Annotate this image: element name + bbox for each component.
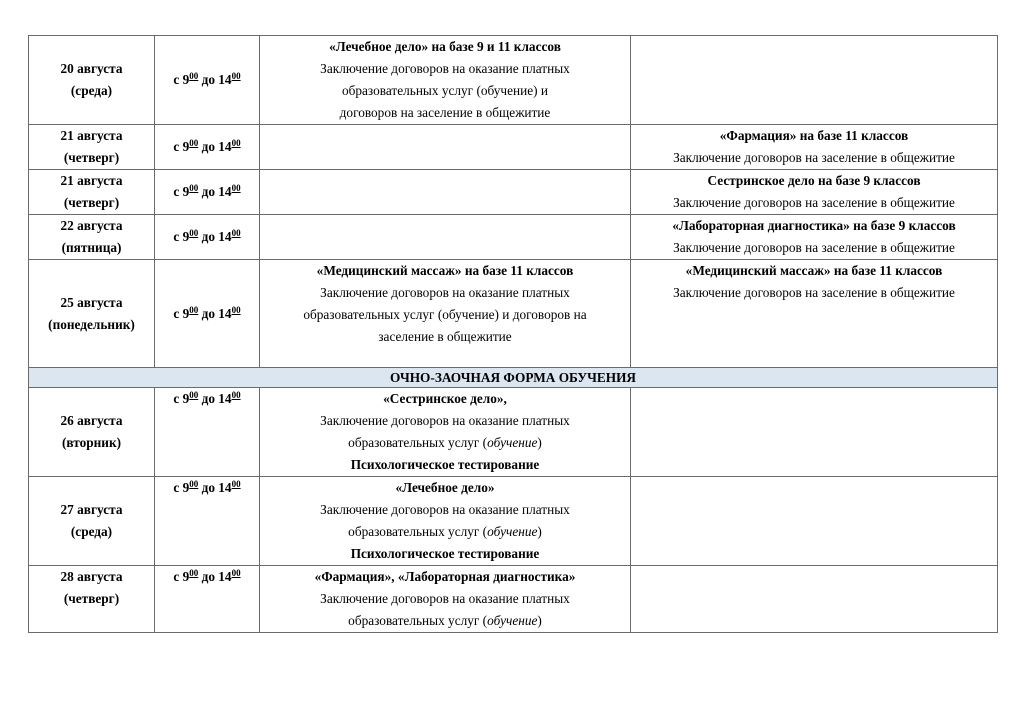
time-to-minutes: 00 bbox=[231, 138, 241, 148]
time-cell bbox=[155, 36, 260, 125]
time-cell bbox=[155, 566, 260, 633]
time-to-minutes: 00 bbox=[231, 228, 241, 238]
time-to-minutes: 00 bbox=[231, 304, 241, 315]
time-from-minutes: 00 bbox=[189, 479, 199, 489]
time-from: с 9 bbox=[173, 184, 190, 199]
table-row bbox=[29, 125, 998, 170]
weekday-label: (среда) bbox=[70, 83, 113, 98]
time-to-minutes: 00 bbox=[231, 71, 241, 81]
program-title: «Лечебное дело» bbox=[395, 480, 495, 495]
time-from-minutes: 00 bbox=[189, 71, 199, 81]
date-label: 25 августа bbox=[60, 294, 123, 310]
dormitory-cell bbox=[631, 170, 998, 215]
full-time-cell bbox=[260, 260, 631, 368]
table-row bbox=[29, 36, 998, 125]
description-line: договоров на заселение в общежитие bbox=[339, 105, 551, 120]
table-row bbox=[29, 170, 998, 215]
date-label: 21 августа bbox=[60, 128, 123, 143]
date-label: 27 августа bbox=[60, 502, 123, 517]
program-title: «Лечебное дело» на базе 9 и 11 классов bbox=[329, 39, 561, 54]
time-cell bbox=[155, 125, 260, 170]
time-to-minutes: 00 bbox=[231, 390, 241, 400]
weekday-label: (пятница) bbox=[61, 240, 122, 255]
weekday-label: (среда) bbox=[70, 524, 113, 539]
time-from-minutes: 00 bbox=[189, 183, 199, 193]
dormitory-cell bbox=[631, 215, 998, 260]
time-to: до 14 bbox=[198, 391, 232, 406]
weekday-label: (вторник) bbox=[61, 435, 122, 450]
time-from-minutes: 00 bbox=[189, 304, 199, 315]
dormitory-cell bbox=[631, 566, 998, 633]
full-time-cell bbox=[260, 170, 631, 215]
program-title: «Фармация» на базе 11 классов bbox=[719, 128, 909, 143]
program-title: Сестринское дело на базе 9 классов bbox=[707, 173, 921, 188]
time-to: до 14 bbox=[198, 72, 232, 87]
part-time-cell bbox=[260, 388, 631, 477]
description-line: Заключение договоров на заселение в общежитие bbox=[673, 240, 955, 255]
description-line: Заключение договоров на заселение в общежитие bbox=[673, 285, 955, 300]
dormitory-cell bbox=[631, 36, 998, 125]
program-title: «Сестринское дело», bbox=[383, 391, 507, 406]
description-text: ) bbox=[537, 435, 542, 450]
time-to-minutes: 00 bbox=[231, 568, 241, 578]
dormitory-cell bbox=[631, 388, 998, 477]
date-label: 22 августа bbox=[60, 218, 123, 233]
part-time-cell bbox=[260, 566, 631, 633]
dormitory-cell bbox=[631, 477, 998, 566]
time-from: с 9 bbox=[173, 569, 190, 584]
time-from: с 9 bbox=[173, 480, 190, 495]
description-text: образовательных услуг ( bbox=[348, 524, 488, 539]
time-to: до 14 bbox=[198, 569, 232, 584]
time-to: до 14 bbox=[198, 184, 232, 199]
time-to: до 14 bbox=[198, 305, 232, 321]
date-cell bbox=[29, 170, 155, 215]
description-line bbox=[262, 521, 628, 543]
date-cell bbox=[29, 388, 155, 477]
date-label: 20 августа bbox=[60, 61, 123, 76]
schedule-table bbox=[28, 35, 998, 633]
dormitory-cell bbox=[631, 260, 998, 368]
section-row bbox=[29, 368, 998, 388]
time-from-minutes: 00 bbox=[189, 228, 199, 238]
time-to-minutes: 00 bbox=[231, 183, 241, 193]
table-row bbox=[29, 477, 998, 566]
full-time-cell bbox=[260, 125, 631, 170]
date-cell bbox=[29, 260, 155, 368]
weekday-label: (четверг) bbox=[63, 591, 120, 606]
description-text: образовательных услуг ( bbox=[348, 435, 488, 450]
date-label: 21 августа bbox=[60, 173, 123, 188]
time-from-minutes: 00 bbox=[189, 568, 199, 578]
date-cell bbox=[29, 36, 155, 125]
weekday-label: (четверг) bbox=[63, 150, 120, 165]
testing-label: Психологическое тестирование bbox=[350, 457, 540, 472]
weekday-label: (понедельник) bbox=[48, 316, 135, 332]
program-title: «Лабораторная диагностика» на базе 9 классов bbox=[672, 218, 956, 233]
testing-label: Психологическое тестирование bbox=[350, 546, 540, 561]
table-row bbox=[29, 215, 998, 260]
date-cell bbox=[29, 477, 155, 566]
description-line: Заключение договоров на оказание платных bbox=[320, 413, 570, 428]
time-cell bbox=[155, 215, 260, 260]
description-line: Заключение договоров на оказание платных bbox=[320, 285, 570, 300]
description-line: Заключение договоров на оказание платных bbox=[320, 61, 570, 76]
description-text: образовательных услуг ( bbox=[348, 613, 488, 628]
time-from: с 9 bbox=[173, 72, 190, 87]
section-heading: ОЧНО-ЗАОЧНАЯ ФОРМА ОБУЧЕНИЯ bbox=[29, 368, 998, 388]
time-cell bbox=[155, 388, 260, 477]
description-line: Заключение договоров на оказание платных bbox=[320, 502, 570, 517]
time-from: с 9 bbox=[173, 139, 190, 154]
time-from: с 9 bbox=[173, 391, 190, 406]
description-line: Заключение договоров на заселение в общежитие bbox=[673, 195, 955, 210]
description-italic: обучение bbox=[487, 435, 538, 450]
full-time-cell bbox=[260, 215, 631, 260]
date-label: 26 августа bbox=[60, 413, 123, 428]
description-line: заселение в общежитие bbox=[378, 329, 512, 344]
description-line: образовательных услуг (обучение) и договоров на bbox=[303, 307, 587, 322]
part-time-cell bbox=[260, 477, 631, 566]
time-cell bbox=[155, 170, 260, 215]
time-to: до 14 bbox=[198, 139, 232, 154]
description-italic: обучение bbox=[487, 524, 538, 539]
time-from: с 9 bbox=[173, 305, 190, 321]
time-from-minutes: 00 bbox=[189, 390, 199, 400]
description-line: Заключение договоров на оказание платных bbox=[320, 591, 570, 606]
description-italic: обучение bbox=[487, 613, 538, 628]
description-line bbox=[262, 432, 628, 454]
program-title: «Фармация», «Лабораторная диагностика» bbox=[314, 569, 576, 584]
program-title: «Медицинский массаж» на базе 11 классов bbox=[685, 263, 943, 278]
time-to: до 14 bbox=[198, 480, 232, 495]
table-row bbox=[29, 388, 998, 477]
date-cell bbox=[29, 566, 155, 633]
time-from-minutes: 00 bbox=[189, 138, 199, 148]
table-row bbox=[29, 260, 998, 368]
full-time-cell bbox=[260, 36, 631, 125]
time-cell bbox=[155, 477, 260, 566]
time-cell bbox=[155, 260, 260, 368]
program-title: «Медицинский массаж» на базе 11 классов bbox=[316, 263, 574, 278]
description-line: образовательных услуг (обучение) и bbox=[341, 83, 549, 98]
time-to-minutes: 00 bbox=[231, 479, 241, 489]
description-text: ) bbox=[537, 524, 542, 539]
table-row bbox=[29, 566, 998, 633]
time-to: до 14 bbox=[198, 229, 232, 244]
description-line bbox=[262, 610, 628, 632]
date-cell bbox=[29, 215, 155, 260]
weekday-label: (четверг) bbox=[63, 195, 120, 210]
date-label: 28 августа bbox=[60, 569, 123, 584]
time-from: с 9 bbox=[173, 229, 190, 244]
description-line: Заключение договоров на заселение в общежитие bbox=[673, 150, 955, 165]
description-text: ) bbox=[537, 613, 542, 628]
dormitory-cell bbox=[631, 125, 998, 170]
date-cell bbox=[29, 125, 155, 170]
